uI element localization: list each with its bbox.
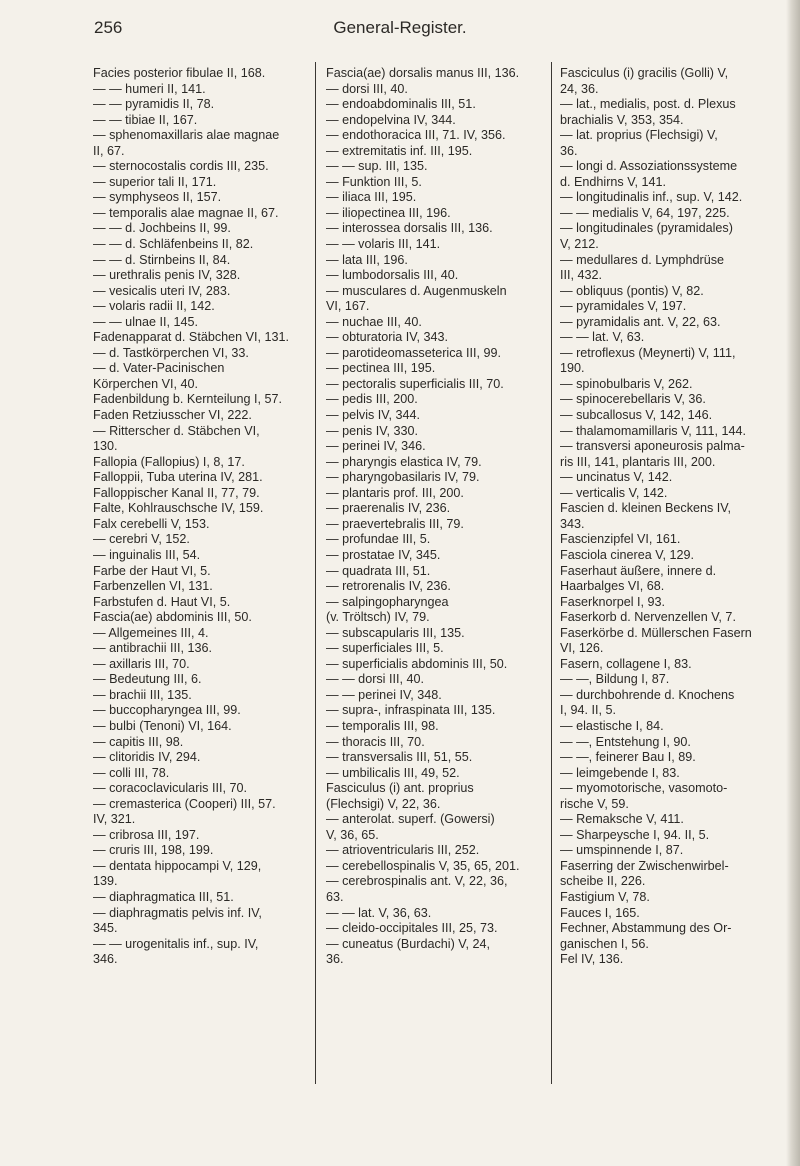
index-entry-line: — supra-, infraspinata III, 135. bbox=[326, 703, 496, 718]
index-entry-line: — parotideomasseterica III, 99. bbox=[326, 345, 501, 360]
index-entry-line: — — lat. V, 36, 63. bbox=[326, 905, 432, 920]
index-entry-line: — lat. proprius (Flechsigi) V, bbox=[560, 128, 718, 143]
index-entry-line: I, 94. II, 5. bbox=[560, 703, 617, 718]
index-entry-line: Fastigium V, 78. bbox=[560, 889, 650, 904]
index-entry-line: — sphenomaxillaris alae magnae bbox=[93, 128, 280, 143]
index-entry-line: — umspinnende I, 87. bbox=[560, 843, 684, 858]
index-entry-line: Farbstufen d. Haut VI, 5. bbox=[93, 594, 231, 609]
index-entry-line: — cerebellospinalis V, 35, 65, 201. bbox=[326, 858, 520, 873]
index-entry-line: — interossea dorsalis III, 136. bbox=[326, 221, 493, 236]
index-entry-line: 343. bbox=[560, 516, 585, 531]
index-entry-line: — spinobulbaris V, 262. bbox=[560, 376, 693, 391]
index-entry-line: — perinei IV, 346. bbox=[326, 439, 426, 454]
index-entry-line: brachialis V, 353, 354. bbox=[560, 112, 684, 127]
index-entry-line: — retrorenalis IV, 236. bbox=[326, 579, 451, 594]
index-entry-line: Farbenzellen VI, 131. bbox=[93, 579, 213, 594]
running-title: General-Register. bbox=[333, 18, 467, 37]
index-entry-line: — nuchae III, 40. bbox=[326, 314, 422, 329]
index-entry-line: Fascienzipfel VI, 161. bbox=[560, 532, 681, 547]
index-entry-line: 139. bbox=[93, 874, 118, 889]
index-entry-line: — obturatoria IV, 343. bbox=[326, 330, 449, 345]
index-entry-line: — verticalis V, 142. bbox=[560, 485, 668, 500]
index-entry-line: — thoracis III, 70. bbox=[326, 734, 425, 749]
index-entry-line: — brachii III, 135. bbox=[93, 687, 192, 702]
index-entry-line: — salpingopharyngea bbox=[326, 594, 449, 609]
index-entry-line: ris III, 141, plantaris III, 200. bbox=[560, 454, 716, 469]
index-entry-line: — Sharpeysche I, 94. II, 5. bbox=[560, 827, 710, 842]
index-entry-line: — — volaris III, 141. bbox=[326, 237, 441, 252]
index-entry-line: Körperchen VI, 40. bbox=[93, 376, 199, 391]
index-entry-line: — — d. Schläfenbeins II, 82. bbox=[93, 237, 254, 252]
index-entry-line: — — tibiae II, 167. bbox=[93, 112, 198, 127]
index-entry-line: — —, Entstehung I, 90. bbox=[560, 734, 691, 749]
index-entry-line: — — dorsi III, 40. bbox=[326, 672, 424, 687]
index-entry-line: — cleido-occipitales III, 25, 73. bbox=[326, 921, 498, 936]
index-entry-line: Fallopia (Fallopius) I, 8, 17. bbox=[93, 454, 245, 469]
index-entry-line: — pedis III, 200. bbox=[326, 392, 418, 407]
index-entry-line: Faden Retziusscher VI, 222. bbox=[93, 408, 252, 423]
index-entry-line: — inguinalis III, 54. bbox=[93, 547, 201, 562]
index-entry-line: — profundae III, 5. bbox=[326, 532, 431, 547]
index-entry-line: Faserknorpel I, 93. bbox=[560, 594, 665, 609]
index-entry-line: VI, 126. bbox=[560, 641, 604, 656]
index-entry-line: — Ritterscher d. Stäbchen VI, bbox=[93, 423, 260, 438]
index-entry-line: — myomotorische, vasomoto- bbox=[560, 781, 728, 796]
index-entry-line: — elastische I, 84. bbox=[560, 718, 664, 733]
index-entry-line: — antibrachii III, 136. bbox=[93, 641, 213, 656]
index-entry-line: — capitis III, 98. bbox=[93, 734, 184, 749]
index-entry-line: — retroflexus (Meynerti) V, 111, bbox=[560, 345, 736, 360]
index-entry-line: — umbilicalis III, 49, 52. bbox=[326, 765, 460, 780]
index-entry-line: Falloppischer Kanal II, 77, 79. bbox=[93, 485, 260, 500]
index-entry-line: 346. bbox=[93, 952, 118, 967]
index-entry-line: — prostatae IV, 345. bbox=[326, 547, 441, 562]
index-entry-line: Falloppii, Tuba uterina IV, 281. bbox=[93, 470, 263, 485]
index-entry-line: — subcallosus V, 142, 146. bbox=[560, 408, 713, 423]
index-entry-line: Facies posterior fibulae II, 168. bbox=[93, 66, 266, 80]
index-entry-line: V, 36, 65. bbox=[326, 827, 379, 842]
index-entry-line: 36. bbox=[326, 952, 344, 967]
index-entry-line: — — medialis V, 64, 197, 225. bbox=[560, 205, 730, 220]
index-entry-line: IV, 321. bbox=[93, 812, 136, 827]
index-entry-line: — musculares d. Augenmuskeln bbox=[326, 283, 507, 298]
index-entry-line: — uncinatus V, 142. bbox=[560, 470, 673, 485]
index-entry-line: — symphyseos II, 157. bbox=[93, 190, 222, 205]
index-entry-line: Falx cerebelli V, 153. bbox=[93, 516, 210, 531]
index-entry-line: — lat., medialis, post. d. Plexus bbox=[560, 97, 736, 112]
column-divider-2 bbox=[551, 62, 552, 1084]
index-entry-line: — subscapularis III, 135. bbox=[326, 625, 465, 640]
index-entry-line: — sternocostalis cordis III, 235. bbox=[93, 159, 269, 174]
index-entry-line: — diaphragmatis pelvis inf. IV, bbox=[93, 905, 262, 920]
index-entry-line: — durchbohrende d. Knochens bbox=[560, 687, 735, 702]
index-entry-line: — extremitatis inf. III, 195. bbox=[326, 143, 473, 158]
index-entry-line: — cremasterica (Cooperi) III, 57. bbox=[93, 796, 276, 811]
index-entry-line: — pectinea III, 195. bbox=[326, 361, 436, 376]
index-entry-line: — — d. Jochbeins II, 99. bbox=[93, 221, 231, 236]
index-entry-line: — pyramidales V, 197. bbox=[560, 299, 687, 314]
page-header bbox=[0, 18, 800, 42]
index-entry-line: — thalamomamillaris V, 111, 144. bbox=[560, 423, 746, 438]
index-entry-line: — dorsi III, 40. bbox=[326, 81, 408, 96]
index-entry-line: — spinocerebellaris V, 36. bbox=[560, 392, 706, 407]
index-entry-line: Faserkorb d. Nervenzellen V, 7. bbox=[560, 610, 736, 625]
index-entry-line: (v. Tröltsch) IV, 79. bbox=[326, 610, 430, 625]
index-entry-line: VI, 167. bbox=[326, 299, 370, 314]
index-entry-line: — longitudinales (pyramidales) bbox=[560, 221, 733, 236]
index-entry-line: — —, feinerer Bau I, 89. bbox=[560, 750, 696, 765]
index-entry-line: — lumbodorsalis III, 40. bbox=[326, 268, 459, 283]
index-entry-line: Fasciculus (i) ant. proprius bbox=[326, 781, 474, 796]
index-entry-line: — iliopectinea III, 196. bbox=[326, 205, 451, 220]
index-entry-line: — —, Bildung I, 87. bbox=[560, 672, 670, 687]
index-entry-line: — cuneatus (Burdachi) V, 24, bbox=[326, 936, 491, 951]
index-entry-line: 190. bbox=[560, 361, 585, 376]
index-entry-line: Fascia(ae) dorsalis manus III, 136. bbox=[326, 66, 520, 80]
index-entry-line: — axillaris III, 70. bbox=[93, 656, 190, 671]
index-entry-line: Fasciola cinerea V, 129. bbox=[560, 547, 694, 562]
index-entry-line: Fechner, Abstammung des Or- bbox=[560, 921, 732, 936]
index-entry-line: — endothoracica III, 71. IV, 356. bbox=[326, 128, 506, 143]
index-entry-line: — volaris radii II, 142. bbox=[93, 299, 215, 314]
index-entry-line: — anterolat. superf. (Gowersi) bbox=[326, 812, 495, 827]
index-entry-line: scheibe II, 226. bbox=[560, 874, 646, 889]
index-entry-line: — Remaksche V, 411. bbox=[560, 812, 684, 827]
index-entry-line: — superficialis abdominis III, 50. bbox=[326, 656, 508, 671]
index-entry-line: — superior tali II, 171. bbox=[93, 174, 217, 189]
index-entry-line: — longi d. Assoziationssysteme bbox=[560, 159, 738, 174]
index-entry-line: 24, 36. bbox=[560, 81, 599, 96]
index-entry-line: — diaphragmatica III, 51. bbox=[93, 889, 234, 904]
index-column-3 bbox=[560, 66, 774, 968]
index-entry-line: — — sup. III, 135. bbox=[326, 159, 428, 174]
index-entry-line: — lata III, 196. bbox=[326, 252, 408, 267]
page-number: 256 bbox=[94, 18, 123, 37]
index-entry-line: — plantaris prof. III, 200. bbox=[326, 485, 464, 500]
index-entry-line: — cerebri V, 152. bbox=[93, 532, 190, 547]
index-entry-line: — praevertebralis III, 79. bbox=[326, 516, 464, 531]
index-entry-line: — pharyngis elastica IV, 79. bbox=[326, 454, 482, 469]
index-entry-line: — cerebrospinalis ant. V, 22, 36, bbox=[326, 874, 508, 889]
index-entry-line: — — urogenitalis inf., sup. IV, bbox=[93, 936, 259, 951]
index-entry-line: Farbe der Haut VI, 5. bbox=[93, 563, 211, 578]
index-entry-line: — temporalis III, 98. bbox=[326, 718, 439, 733]
index-entry-line: — Allgemeines III, 4. bbox=[93, 625, 209, 640]
index-entry-line: 36. bbox=[560, 143, 578, 158]
index-entry-line: — iliaca III, 195. bbox=[326, 190, 417, 205]
index-entry-line: — bulbi (Tenoni) VI, 164. bbox=[93, 718, 232, 733]
index-entry-line: III, 432. bbox=[560, 268, 603, 283]
index-entry-line: — pyramidalis ant. V, 22, 63. bbox=[560, 314, 721, 329]
index-entry-line: — urethralis penis IV, 328. bbox=[93, 268, 241, 283]
index-entry-line: V, 212. bbox=[560, 237, 599, 252]
index-entry-line: 63. bbox=[326, 889, 344, 904]
index-entry-line: — — pyramidis II, 78. bbox=[93, 97, 215, 112]
index-entry-line: — penis IV, 330. bbox=[326, 423, 418, 438]
index-entry-line: Fel IV, 136. bbox=[560, 952, 624, 967]
index-entry-line: — cruris III, 198, 199. bbox=[93, 843, 214, 858]
index-entry-line: — temporalis alae magnae II, 67. bbox=[93, 205, 279, 220]
index-entry-line: — pectoralis superficialis III, 70. bbox=[326, 376, 504, 391]
column-divider-1 bbox=[315, 62, 316, 1084]
index-entry-line: Fascia(ae) abdominis III, 50. bbox=[93, 610, 252, 625]
index-entry-line: ganischen I, 56. bbox=[560, 936, 649, 951]
index-entry-line: — obliquus (pontis) V, 82. bbox=[560, 283, 704, 298]
index-entry-line: Fauces I, 165. bbox=[560, 905, 640, 920]
index-entry-line: — clitoridis IV, 294. bbox=[93, 750, 201, 765]
index-entry-line: — buccopharyngea III, 99. bbox=[93, 703, 241, 718]
index-entry-line: — — humeri II, 141. bbox=[93, 81, 206, 96]
index-entry-line: — quadrata III, 51. bbox=[326, 563, 431, 578]
index-entry-line: Fascien d. kleinen Beckens IV, bbox=[560, 501, 732, 516]
index-entry-line: — dentata hippocampi V, 129, bbox=[93, 858, 262, 873]
index-entry-line: — — d. Stirnbeins II, 84. bbox=[93, 252, 231, 267]
index-entry-line: — Bedeutung III, 6. bbox=[93, 672, 202, 687]
index-entry-line: — endopelvina IV, 344. bbox=[326, 112, 456, 127]
index-entry-line: II, 67. bbox=[93, 143, 125, 158]
index-entry-line: — leimgebende I, 83. bbox=[560, 765, 680, 780]
index-column-1 bbox=[93, 66, 305, 968]
index-entry-line: — endoabdominalis III, 51. bbox=[326, 97, 476, 112]
index-entry-line: — colli III, 78. bbox=[93, 765, 170, 780]
index-entry-line: Fasciculus (i) gracilis (Golli) V, bbox=[560, 66, 729, 80]
index-entry-line: — praerenalis IV, 236. bbox=[326, 501, 451, 516]
index-entry-line: — — ulnae II, 145. bbox=[93, 314, 199, 329]
index-entry-line: d. Endhirns V, 141. bbox=[560, 174, 666, 189]
index-entry-line: — vesicalis uteri IV, 283. bbox=[93, 283, 231, 298]
index-entry-line: Faserkörbe d. Müllerschen Fasern bbox=[560, 625, 752, 640]
index-entry-line: — Funktion III, 5. bbox=[326, 174, 422, 189]
index-entry-line: — pharyngobasilaris IV, 79. bbox=[326, 470, 480, 485]
index-entry-line: rische V, 59. bbox=[560, 796, 629, 811]
index-column-2 bbox=[326, 66, 538, 968]
index-entry-line: 130. bbox=[93, 439, 118, 454]
index-entry-line: Fasern, collagene I, 83. bbox=[560, 656, 692, 671]
index-entry-line: — coracoclavicularis III, 70. bbox=[93, 781, 247, 796]
index-entry-line: Faserhaut äußere, innere d. bbox=[560, 563, 717, 578]
index-entry-line: Haarbalges VI, 68. bbox=[560, 579, 665, 594]
index-entry-line: — — perinei IV, 348. bbox=[326, 687, 442, 702]
index-entry-line: (Flechsigi) V, 22, 36. bbox=[326, 796, 441, 811]
index-entry-line: 345. bbox=[93, 921, 118, 936]
index-entry-line: — pelvis IV, 344. bbox=[326, 408, 421, 423]
index-entry-line: — atrioventricularis III, 252. bbox=[326, 843, 480, 858]
index-entry-line: Fadenbildung b. Kernteilung I, 57. bbox=[93, 392, 283, 407]
index-entry-line: Fadenapparat d. Stäbchen VI, 131. bbox=[93, 330, 290, 345]
index-entry-line: — — lat. V, 63. bbox=[560, 330, 645, 345]
index-entry-line: — transversalis III, 51, 55. bbox=[326, 750, 473, 765]
index-entry-line: Falte, Kohlrauschsche IV, 159. bbox=[93, 501, 264, 516]
page-edge-shadow bbox=[786, 0, 800, 1166]
index-entry-line: Faserring der Zwischenwirbel- bbox=[560, 858, 729, 873]
index-entry-line: — longitudinalis inf., sup. V, 142. bbox=[560, 190, 743, 205]
index-entry-line: — transversi aponeurosis palma- bbox=[560, 439, 745, 454]
index-entry-line: — cribrosa III, 197. bbox=[93, 827, 200, 842]
index-entry-line: — superficiales III, 5. bbox=[326, 641, 444, 656]
index-entry-line: — d. Vater-Pacinischen bbox=[93, 361, 225, 376]
index-entry-line: — medullares d. Lymphdrüse bbox=[560, 252, 725, 267]
index-entry-line: — d. Tastkörperchen VI, 33. bbox=[93, 345, 249, 360]
